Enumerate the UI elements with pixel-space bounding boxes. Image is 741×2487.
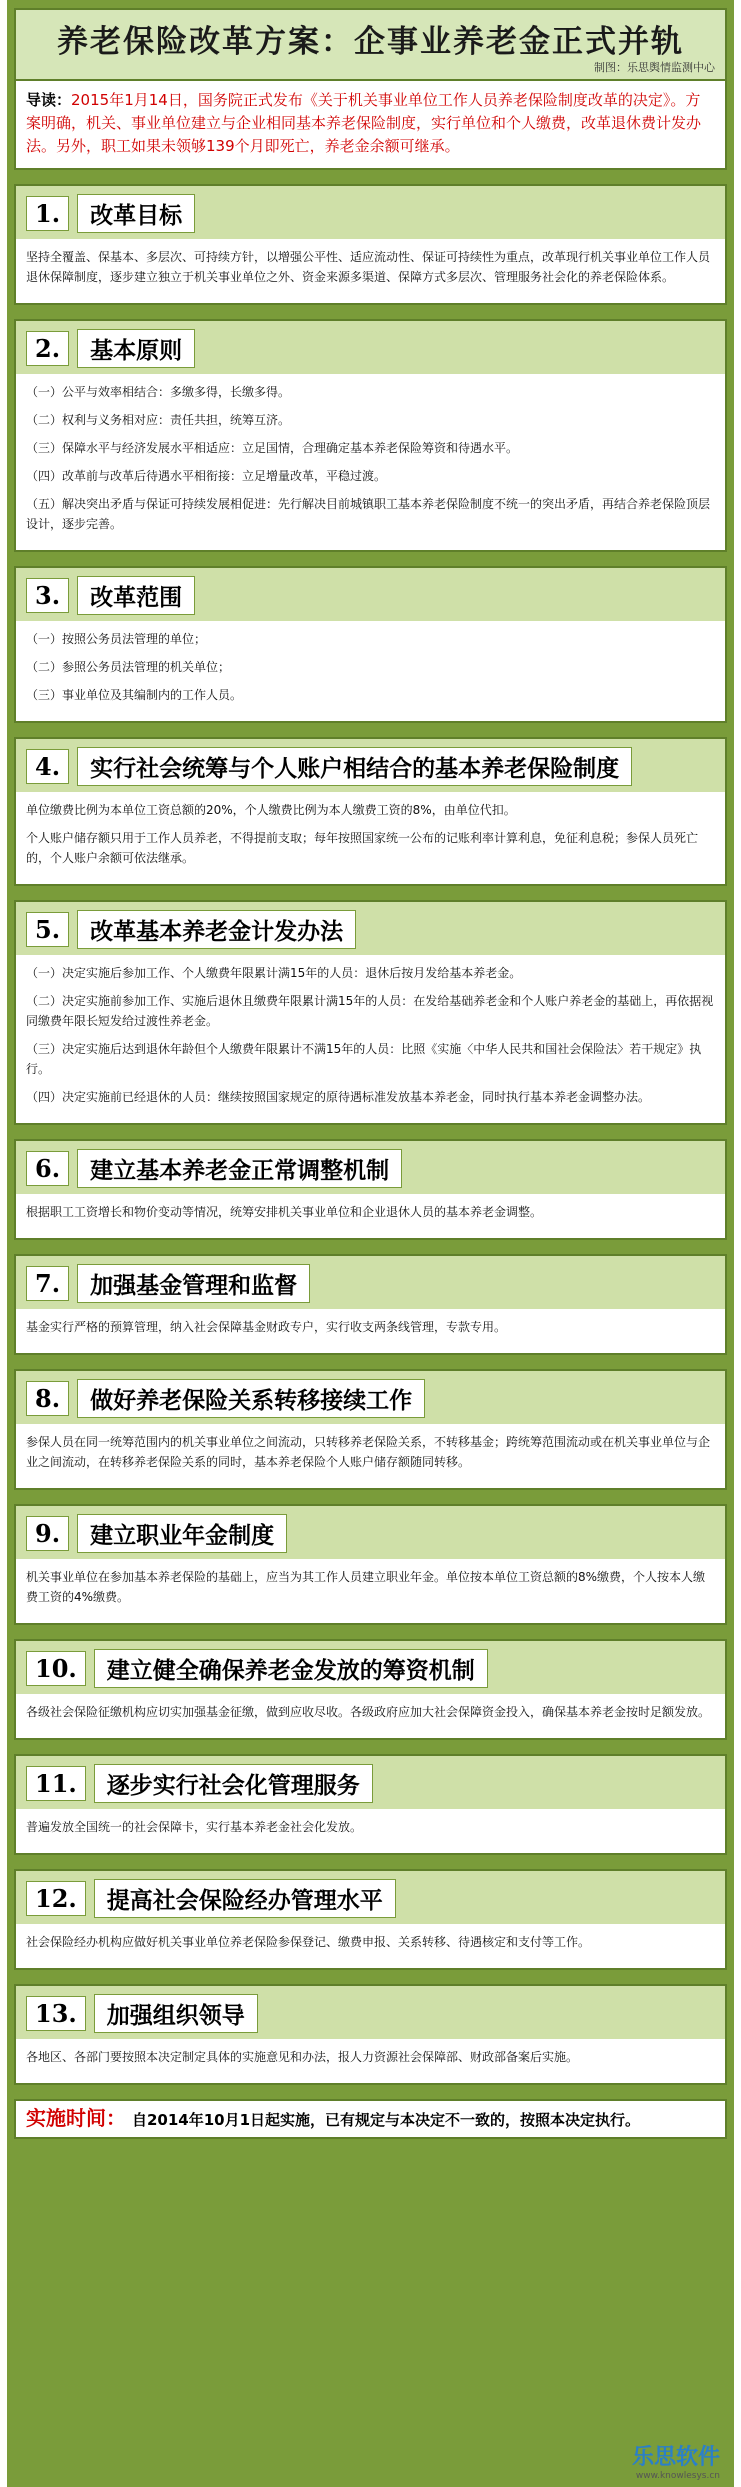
section-body: [16, 2039, 725, 2083]
section-header: [16, 1141, 725, 1194]
intro-lead: 导读：: [26, 91, 72, 109]
section-paragraph: 社会保险经办机构应做好机关事业单位养老保险参保登记、缴费申报、关系转移、待遇核定和支付等工作。: [26, 1935, 591, 1949]
section-body: [16, 239, 725, 303]
implementation-text: 自2014年10月1日起实施，已有规定与本决定不一致的，按照本决定执行。: [132, 2111, 641, 2129]
section-2: [14, 319, 727, 552]
section-paragraph: （三）决定实施后达到退休年龄但个人缴费年限累计不满15年的人员：比照《实施〈中华人民共和国社会保险法〉若干规定》执行。: [26, 1042, 702, 1076]
watermark-logo: 乐思软件: [631, 2444, 720, 2470]
section-header: [16, 568, 725, 621]
section-header: [16, 1371, 725, 1424]
watermark-url: www.knowlesys.cn: [635, 2471, 720, 2481]
section-paragraph: （二）决定实施前参加工作、实施后退休且缴费年限累计满15年的人员：在发给基础养老金和个人账户养老金的基础上，再依据视同缴费年限长短发给过渡性养老金。: [26, 994, 714, 1028]
section-title: 改革基本养老金计发办法: [77, 910, 356, 949]
section-paragraph: 坚持全覆盖、保基本、多层次、可持续方针，以增强公平性、适应流动性、保证可持续性为重点，改革现行机关事业单位工作人员退休保障制度，逐步建立独立于机关事业单位之外、资金来源多渠道、保障方式多层次、管理服务社会化的养老保险体系。: [26, 250, 711, 284]
section-title: 做好养老保险关系转移接续工作: [77, 1379, 425, 1418]
section-body: [16, 1694, 725, 1738]
section-title: 建立职业年金制度: [77, 1514, 287, 1553]
section-number: 12.: [26, 1881, 86, 1916]
section-paragraph: 各地区、各部门要按照本决定制定具体的实施意见和办法，报人力资源社会保障部、财政部备案后实施。: [26, 2050, 579, 2064]
section-paragraph: 个人账户储存额只用于工作人员养老，不得提前支取；每年按照国家统一公布的记账利率计算利息，免征利息税；参保人员死亡的，个人账户余额可依法继承。: [26, 831, 699, 865]
section-header: [16, 1506, 725, 1559]
section-9: [14, 1504, 727, 1625]
section-paragraph: （四）决定实施前已经退休的人员：继续按照国家规定的原待遇标准发放基本养老金，同时执行基本养老金调整办法。: [26, 1090, 651, 1104]
section-1: [14, 184, 727, 305]
section-number: 10.: [26, 1651, 86, 1686]
section-body: [16, 1194, 725, 1238]
section-title: 加强基金管理和监督: [77, 1264, 310, 1303]
section-header: [16, 1986, 725, 2039]
section-title: 改革目标: [77, 194, 195, 233]
section-header: [16, 1641, 725, 1694]
sections-list: [14, 184, 727, 2085]
section-8: [14, 1369, 727, 1490]
section-5: [14, 900, 727, 1125]
page-title: 养老保险改革方案：企事业养老金正式并轨: [57, 24, 684, 60]
section-number: 1.: [26, 196, 69, 231]
section-body: [16, 955, 725, 1123]
section-number: 8.: [26, 1381, 69, 1416]
section-11: [14, 1754, 727, 1855]
section-paragraph: 单位缴费比例为本单位工资总额的20%，个人缴费比例为本人缴费工资的8%，由单位代扣。: [26, 803, 516, 817]
section-number: 3.: [26, 578, 69, 613]
credit-text: 制图：乐思舆情监测中心: [594, 61, 715, 74]
section-paragraph: （一）决定实施后参加工作、个人缴费年限累计满15年的人员：退休后按月发给基本养老金。: [26, 966, 522, 980]
section-number: 2.: [26, 331, 69, 366]
section-3: [14, 566, 727, 723]
section-10: [14, 1639, 727, 1740]
section-body: [16, 1309, 725, 1353]
section-body: [16, 374, 725, 550]
infographic-page: [7, 0, 734, 2487]
section-body: [16, 1809, 725, 1853]
section-title: 建立健全确保养老金发放的筹资机制: [94, 1649, 488, 1688]
section-header: [16, 1871, 725, 1924]
section-paragraph: （三）保障水平与经济发展水平相适应：立足国情，合理确定基本养老保险筹资和待遇水平。: [26, 441, 519, 455]
section-paragraph: 根据职工工资增长和物价变动等情况，统筹安排机关事业单位和企业退休人员的基本养老金调整。: [26, 1205, 543, 1219]
section-body: [16, 1559, 725, 1623]
section-12: [14, 1869, 727, 1970]
section-number: 13.: [26, 1996, 86, 2031]
section-6: [14, 1139, 727, 1240]
section-header: [16, 186, 725, 239]
title-bar: [14, 8, 727, 81]
section-paragraph: 机关事业单位在参加基本养老保险的基础上，应当为其工作人员建立职业年金。单位按本单位工资总额的8%缴费，个人按本人缴费工资的4%缴费。: [26, 1570, 706, 1604]
section-paragraph: （三）事业单位及其编制内的工作人员。: [26, 688, 243, 702]
section-body: [16, 1924, 725, 1968]
section-body: [16, 792, 725, 884]
section-title: 加强组织领导: [94, 1994, 258, 2033]
section-header: [16, 739, 725, 792]
section-paragraph: 普遍发放全国统一的社会保障卡，实行基本养老金社会化发放。: [26, 1820, 363, 1834]
section-header: [16, 902, 725, 955]
section-4: [14, 737, 727, 886]
section-title: 建立基本养老金正常调整机制: [77, 1149, 402, 1188]
section-paragraph: 参保人员在同一统筹范围内的机关事业单位之间流动，只转移养老保险关系，不转移基金；跨统筹范围流动或在机关事业单位与企业之间流动，在转移养老保险关系的同时，基本养老保险个人账户储存额随同转移。: [26, 1435, 711, 1469]
section-paragraph: 各级社会保险征缴机构应切实加强基金征缴，做到应收尽收。各级政府应加大社会保障资金投入，确保基本养老金按时足额发放。: [26, 1705, 711, 1719]
implementation-label: 实施时间：: [26, 2106, 126, 2130]
section-paragraph: 基金实行严格的预算管理，纳入社会保障基金财政专户，实行收支两条线管理，专款专用。: [26, 1320, 507, 1334]
intro-text: 2015年1月14日，国务院正式发布《关于机关事业单位工作人员养老保险制度改革的决定》。方案明确，机关、事业单位建立与企业相同基本养老保险制度，实行单位和个人缴费，改革退休费计发办法。另外，职工如果未领够139个月即死亡，养老金余额可继承。: [26, 91, 702, 155]
section-header: [16, 321, 725, 374]
section-paragraph: （二）权利与义务相对应：责任共担，统筹互济。: [26, 413, 291, 427]
watermark: [632, 2440, 720, 2481]
section-number: 7.: [26, 1266, 69, 1301]
section-13: [14, 1984, 727, 2085]
section-paragraph: （一）公平与效率相结合：多缴多得，长缴多得。: [26, 385, 291, 399]
section-paragraph: （五）解决突出矛盾与保证可持续发展相促进：先行解决目前城镇职工基本养老保险制度不统一的突出矛盾，再结合养老保险顶层设计，逐步完善。: [26, 497, 711, 531]
section-paragraph: （一）按照公务员法管理的单位；: [26, 632, 207, 646]
section-body: [16, 621, 725, 721]
section-number: 5.: [26, 912, 69, 947]
section-title: 改革范围: [77, 576, 195, 615]
section-7: [14, 1254, 727, 1355]
section-title: 提高社会保险经办管理水平: [94, 1879, 396, 1918]
section-title: 逐步实行社会化管理服务: [94, 1764, 373, 1803]
section-body: [16, 1424, 725, 1488]
section-header: [16, 1256, 725, 1309]
section-number: 6.: [26, 1151, 69, 1186]
section-number: 11.: [26, 1766, 86, 1801]
section-number: 9.: [26, 1516, 69, 1551]
section-paragraph: （二）参照公务员法管理的机关单位；: [26, 660, 231, 674]
intro-box: [14, 81, 727, 170]
section-paragraph: （四）改革前与改革后待遇水平相衔接：立足增量改革，平稳过渡。: [26, 469, 387, 483]
section-title: 实行社会统筹与个人账户相结合的基本养老保险制度: [77, 747, 632, 786]
section-number: 4.: [26, 749, 69, 784]
section-header: [16, 1756, 725, 1809]
section-title: 基本原则: [77, 329, 195, 368]
implementation-box: [14, 2099, 727, 2139]
